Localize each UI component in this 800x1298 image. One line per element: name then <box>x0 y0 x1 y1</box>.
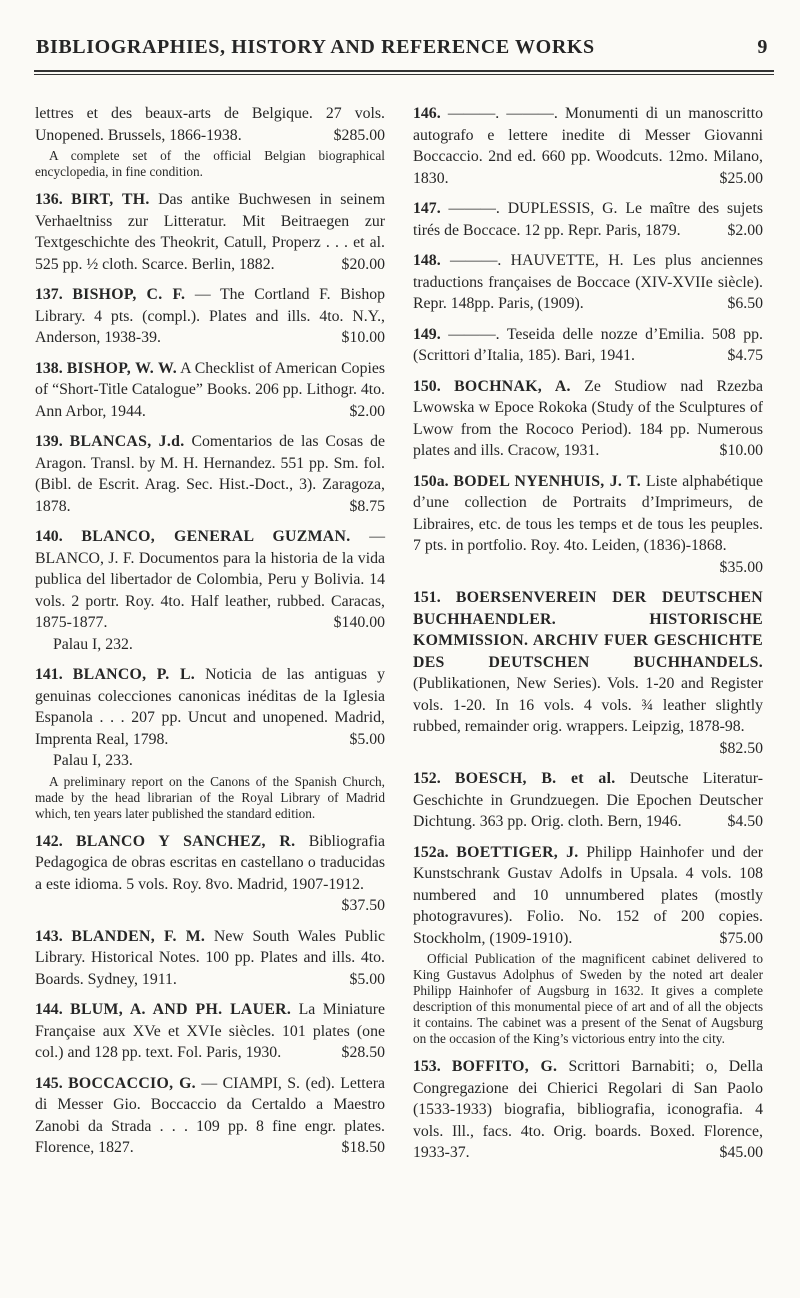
entry-description: Comentarios de las Cosas de Aragon. Transl. by M. H. Hernandez. 551 pp. Sm. fol. (Bibl. de Escrit. Arag. Sec. Hist.-Doct., 3). Zaragoza, 1878. <box>35 433 386 515</box>
entry-author: BOERSENVEREIN DER DEUTSCHEN BUCHHAENDLER. HISTORISCHE KOMMISSION. ARCHIV FUER GESCHICHTE DES DEUTSCHEN BUCHHANDELS. <box>413 589 764 671</box>
entry-reference: Palau I, 232. <box>53 635 133 653</box>
entry-price: $20.00 <box>341 255 385 273</box>
entry-number: 140. <box>35 528 63 545</box>
entry-number: 143. <box>35 927 63 945</box>
entry-number: 147. <box>413 200 441 217</box>
entry-number: 146. <box>413 105 441 122</box>
catalog-entry <box>413 1056 763 1164</box>
catalog-entry <box>35 999 385 1064</box>
catalog-entry <box>413 324 763 367</box>
entry-description: ———. ———. Monumenti di un manoscritto autografo e lettere inedite di Messer Giovanni Boccaccio. 2nd ed. 660 pp. Woodcuts. 12mo. Milano, 1830. <box>413 105 763 187</box>
entry-price: $82.50 <box>719 739 763 757</box>
entry-author: BIRT, TH. <box>71 191 150 208</box>
entry-note: A complete set of the official Belgian biographical encyclopedia, in fine condition. <box>35 148 385 179</box>
entry-author: BOESCH, B. et al. <box>454 770 616 787</box>
right-column <box>413 103 763 1173</box>
entry-number: 150a. <box>413 472 449 490</box>
entry-price: $6.50 <box>727 295 763 312</box>
entry-author: BLANCAS, J.d. <box>69 433 185 450</box>
catalog-entry <box>35 1073 385 1159</box>
entry-number: 141. <box>35 666 63 683</box>
entry-author: BOCHNAK, A. <box>454 377 571 395</box>
entry-body <box>35 358 385 423</box>
entry-body <box>413 250 763 315</box>
entry-price: $28.50 <box>341 1044 385 1061</box>
header-rule-bottom <box>34 74 774 75</box>
entry-price: $10.00 <box>341 329 385 346</box>
entry-description: ———. DUPLESSIS, G. Le maître des sujets tirés de Boccace. 12 pp. Repr. Paris, 1879. <box>413 200 763 239</box>
catalog-entry <box>35 664 385 822</box>
catalog-entry <box>35 526 385 655</box>
entry-number: 137. <box>35 286 63 303</box>
page-number: 9 <box>757 36 768 58</box>
entry-description: Ze Studiow nad Rzezba Lwowska w Epoce Rokoka (Study of the Sculptures of Lwow from the Rococo Period). 184 pp. Numerous plates and ills. Cracow, 1931. <box>413 377 764 459</box>
entry-author: BLANCO Y SANCHEZ, R. <box>75 832 296 850</box>
entry-body <box>35 431 385 517</box>
entry-description: Philipp Hainhofer und der Kunstschrank Gustav Adolfs in Upsala. 4 vols. 108 numbered and 10 unnumbered plates (mostly photogravures). Folio. No. 152 of 200 copies. Stockholm, (1909-1910). <box>413 843 763 947</box>
entry-body <box>413 471 763 579</box>
entry-author: BODEL NYENHUIS, J. T. <box>453 472 641 490</box>
entry-price: $140.00 <box>333 614 385 631</box>
entry-author: BOETTIGER, J. <box>456 843 579 861</box>
header-rule-top <box>34 70 774 72</box>
catalog-entry <box>413 250 763 315</box>
catalog-entry <box>35 103 385 180</box>
entry-body <box>35 999 385 1064</box>
entry-description: La Miniature Française aux XVe et XVIe siècles. 101 plates (one col.) and 128 pp. text. Fol. Paris, 1930. <box>35 1001 385 1061</box>
entry-number: 136. <box>35 191 63 208</box>
catalog-entry <box>413 587 763 759</box>
entry-body <box>413 1056 763 1164</box>
entry-price: $18.50 <box>341 1139 385 1156</box>
entry-description: — The Cortland F. Bishop Library. 4 pts. (compl.). Plates and ills. 4to. N.Y., Anderson, 1938-39. <box>35 286 386 346</box>
entry-price: $2.00 <box>349 402 385 420</box>
entry-number: 148. <box>413 252 441 269</box>
entry-description: Das antike Buchwesen in seinem Verhaeltniss zur Litteratur. Mit Beitraegen zur Textgeschichte des Theokrit, Catull, Properz . . . et al. 525 pp. ½ cloth. Scarce. Berlin, 1882. <box>35 191 385 273</box>
entry-body <box>413 103 763 189</box>
entry-author: BOCCACCIO, G. <box>68 1074 196 1092</box>
entry-price: $37.50 <box>341 897 385 914</box>
entry-body <box>413 198 763 241</box>
entry-body <box>35 1073 385 1159</box>
catalog-entry <box>35 431 385 517</box>
entry-body <box>35 103 385 146</box>
entry-price: $4.75 <box>727 347 763 364</box>
entry-body <box>413 842 763 950</box>
catalog-entry <box>35 358 385 423</box>
entry-number: 144. <box>35 1001 63 1018</box>
entry-author: BLANDEN, F. M. <box>71 927 206 945</box>
entry-price: $4.50 <box>727 813 763 830</box>
entry-price: $75.00 <box>719 929 763 947</box>
entry-price: $8.75 <box>349 497 385 515</box>
entry-number: 152. <box>413 770 441 787</box>
entry-description: — CIAMPI, S. (ed). Lettera di Messer Gio. Boccaccio da Certaldo a Maestro Zanobi da Strada . . . 109 pp. 8 fine engr. plates. Florence, 1827. <box>35 1074 385 1156</box>
entry-price: $25.00 <box>719 169 763 187</box>
entry-price: $35.00 <box>719 558 763 576</box>
entry-author: BISHOP, W. W. <box>66 359 177 377</box>
entry-note: A preliminary report on the Canons of the Spanish Church, made by the head librarian of the Royal Library of Madrid which, ten years later published the standard edition. <box>35 773 385 821</box>
entry-body <box>413 587 763 759</box>
entry-body <box>35 831 385 917</box>
entry-note: Official Publication of the magnificent cabinet delivered to King Gustavus Adolphus of Sweden by the noted art dealer Philipp Hainhofer of Augsburg in 1632. It gives a complete description of this monumental piece of art and of all the objects it contains. The cabinet was a present of the Senat of Augsburg on the occasion of the King’s victorious entry into the city. <box>413 951 763 1046</box>
entry-price: $45.00 <box>719 1144 763 1161</box>
entry-number: 149. <box>413 325 441 343</box>
running-title: BIBLIOGRAPHIES, HISTORY AND REFERENCE WORKS <box>36 36 595 58</box>
entry-number: 151. <box>413 589 441 606</box>
entry-body <box>35 284 385 349</box>
catalog-entry <box>413 471 763 579</box>
entry-price: $10.00 <box>719 442 763 459</box>
left-column <box>35 103 385 1168</box>
catalog-entry <box>35 926 385 991</box>
entry-description: Deutsche Literatur-Geschichte in Grundzuegen. Die Epochen Deutscher Dichtung. 363 pp. Orig. cloth. Bern, 1946. <box>413 770 764 830</box>
catalog-entry <box>413 376 763 462</box>
entry-body <box>35 926 385 991</box>
entry-description: ———. HAUVETTE, H. Les plus anciennes traductions françaises de Boccace (XIV-XVIIe siècle). Repr. 148pp. Paris, (1909). <box>413 252 763 312</box>
entry-description: New South Wales Public Library. Historical Notes. 100 pp. Plates and ills. 4to. Boards. Sydney, 1911. <box>35 927 386 988</box>
entry-description: A Checklist of American Copies of “Short-Title Catalogue” Books. 206 pp. Lithogr. 4to. Ann Arbor, 1944. <box>35 359 386 420</box>
catalog-entry <box>413 103 763 189</box>
entry-author: BOFFITO, G. <box>451 1058 558 1075</box>
entry-price: $5.00 <box>349 730 385 748</box>
entry-description: Bibliografia Pedagogica de obras escritas en castellano o traducidas a este idioma. 5 vols. Roy. 8vo. Madrid, 1907-1912. <box>35 832 386 893</box>
entry-body <box>35 189 385 275</box>
entry-description: Noticia de las antiguas y genuinas colecciones canonicas inéditas de la Iglesia Espanola . . . 207 pp. Uncut and unopened. Madrid, Imprenta Real, 1798. <box>35 666 386 748</box>
entry-reference: Palau I, 233. <box>53 752 133 769</box>
entry-number: 153. <box>413 1058 441 1075</box>
entry-number: 138. <box>35 359 63 377</box>
entry-number: 145. <box>35 1074 63 1092</box>
entry-author: BISHOP, C. F. <box>72 286 186 303</box>
entry-author: BLUM, A. AND PH. LAUER. <box>70 1001 292 1018</box>
catalog-entry <box>413 842 763 1048</box>
entry-description: Scrittori Barnabiti; o, Della Congregazione dei Chierici Regolari di San Paolo (1533-1933) biografia, bibliografia, iconografia. 4 vols. Ill., facs. 4to. Orig. boards. Boxed. Florence, 1933-37. <box>413 1058 763 1161</box>
entry-description: lettres et des beaux-arts de Belgique. 27 vols. Unopened. Brussels, 1866-1938. <box>35 105 385 144</box>
entry-body <box>35 664 385 750</box>
entry-body <box>35 526 385 634</box>
entry-number: 152a. <box>413 843 449 861</box>
entry-description: Liste alphabétique d’une collection de Portraits d’Imprimeurs, de Libraires, etc. de tous les temps et de tous les peuples. 7 pts. in portfolio. Roy. 4to. Leiden, (1836)-1868. <box>413 472 764 554</box>
catalog-entry <box>35 284 385 349</box>
entry-body <box>413 324 763 367</box>
catalog-entry <box>413 198 763 241</box>
catalog-entry <box>35 831 385 917</box>
entry-price: $5.00 <box>349 970 385 988</box>
catalog-entry <box>35 189 385 275</box>
entry-price: $285.00 <box>333 126 385 144</box>
entry-number: 139. <box>35 433 63 450</box>
entry-author: BLANCO, GENERAL GUZMAN. <box>81 528 351 545</box>
entry-description: (Publikationen, New Series). Vols. 1-20 and Register vols. 1-20. In 16 vols. 4 vols. ¾ leather slightly rubbed, remainder orig. wrappers. Leipzig, 1878-98. <box>413 675 763 735</box>
entry-description: ———. Teseida delle nozze d’Emilia. 508 pp. (Scrittori d’Italia, 185). Bari, 1941. <box>413 325 763 364</box>
entry-description: — BLANCO, J. F. Documentos para la historia de la vida publica del libertador de Colombia, Peru y Bolivia. 14 vols. 2 portr. Roy. 4to. Half leather, rubbed. Caracas, 1875-1877. <box>35 528 385 631</box>
entry-price: $2.00 <box>727 221 763 239</box>
page-header <box>36 36 766 59</box>
entry-number: 150. <box>413 377 441 395</box>
entry-body <box>413 376 763 462</box>
catalog-entry <box>413 768 763 833</box>
entry-author: BLANCO, P. L. <box>72 666 196 683</box>
entry-body <box>413 768 763 833</box>
entry-number: 142. <box>35 832 63 850</box>
